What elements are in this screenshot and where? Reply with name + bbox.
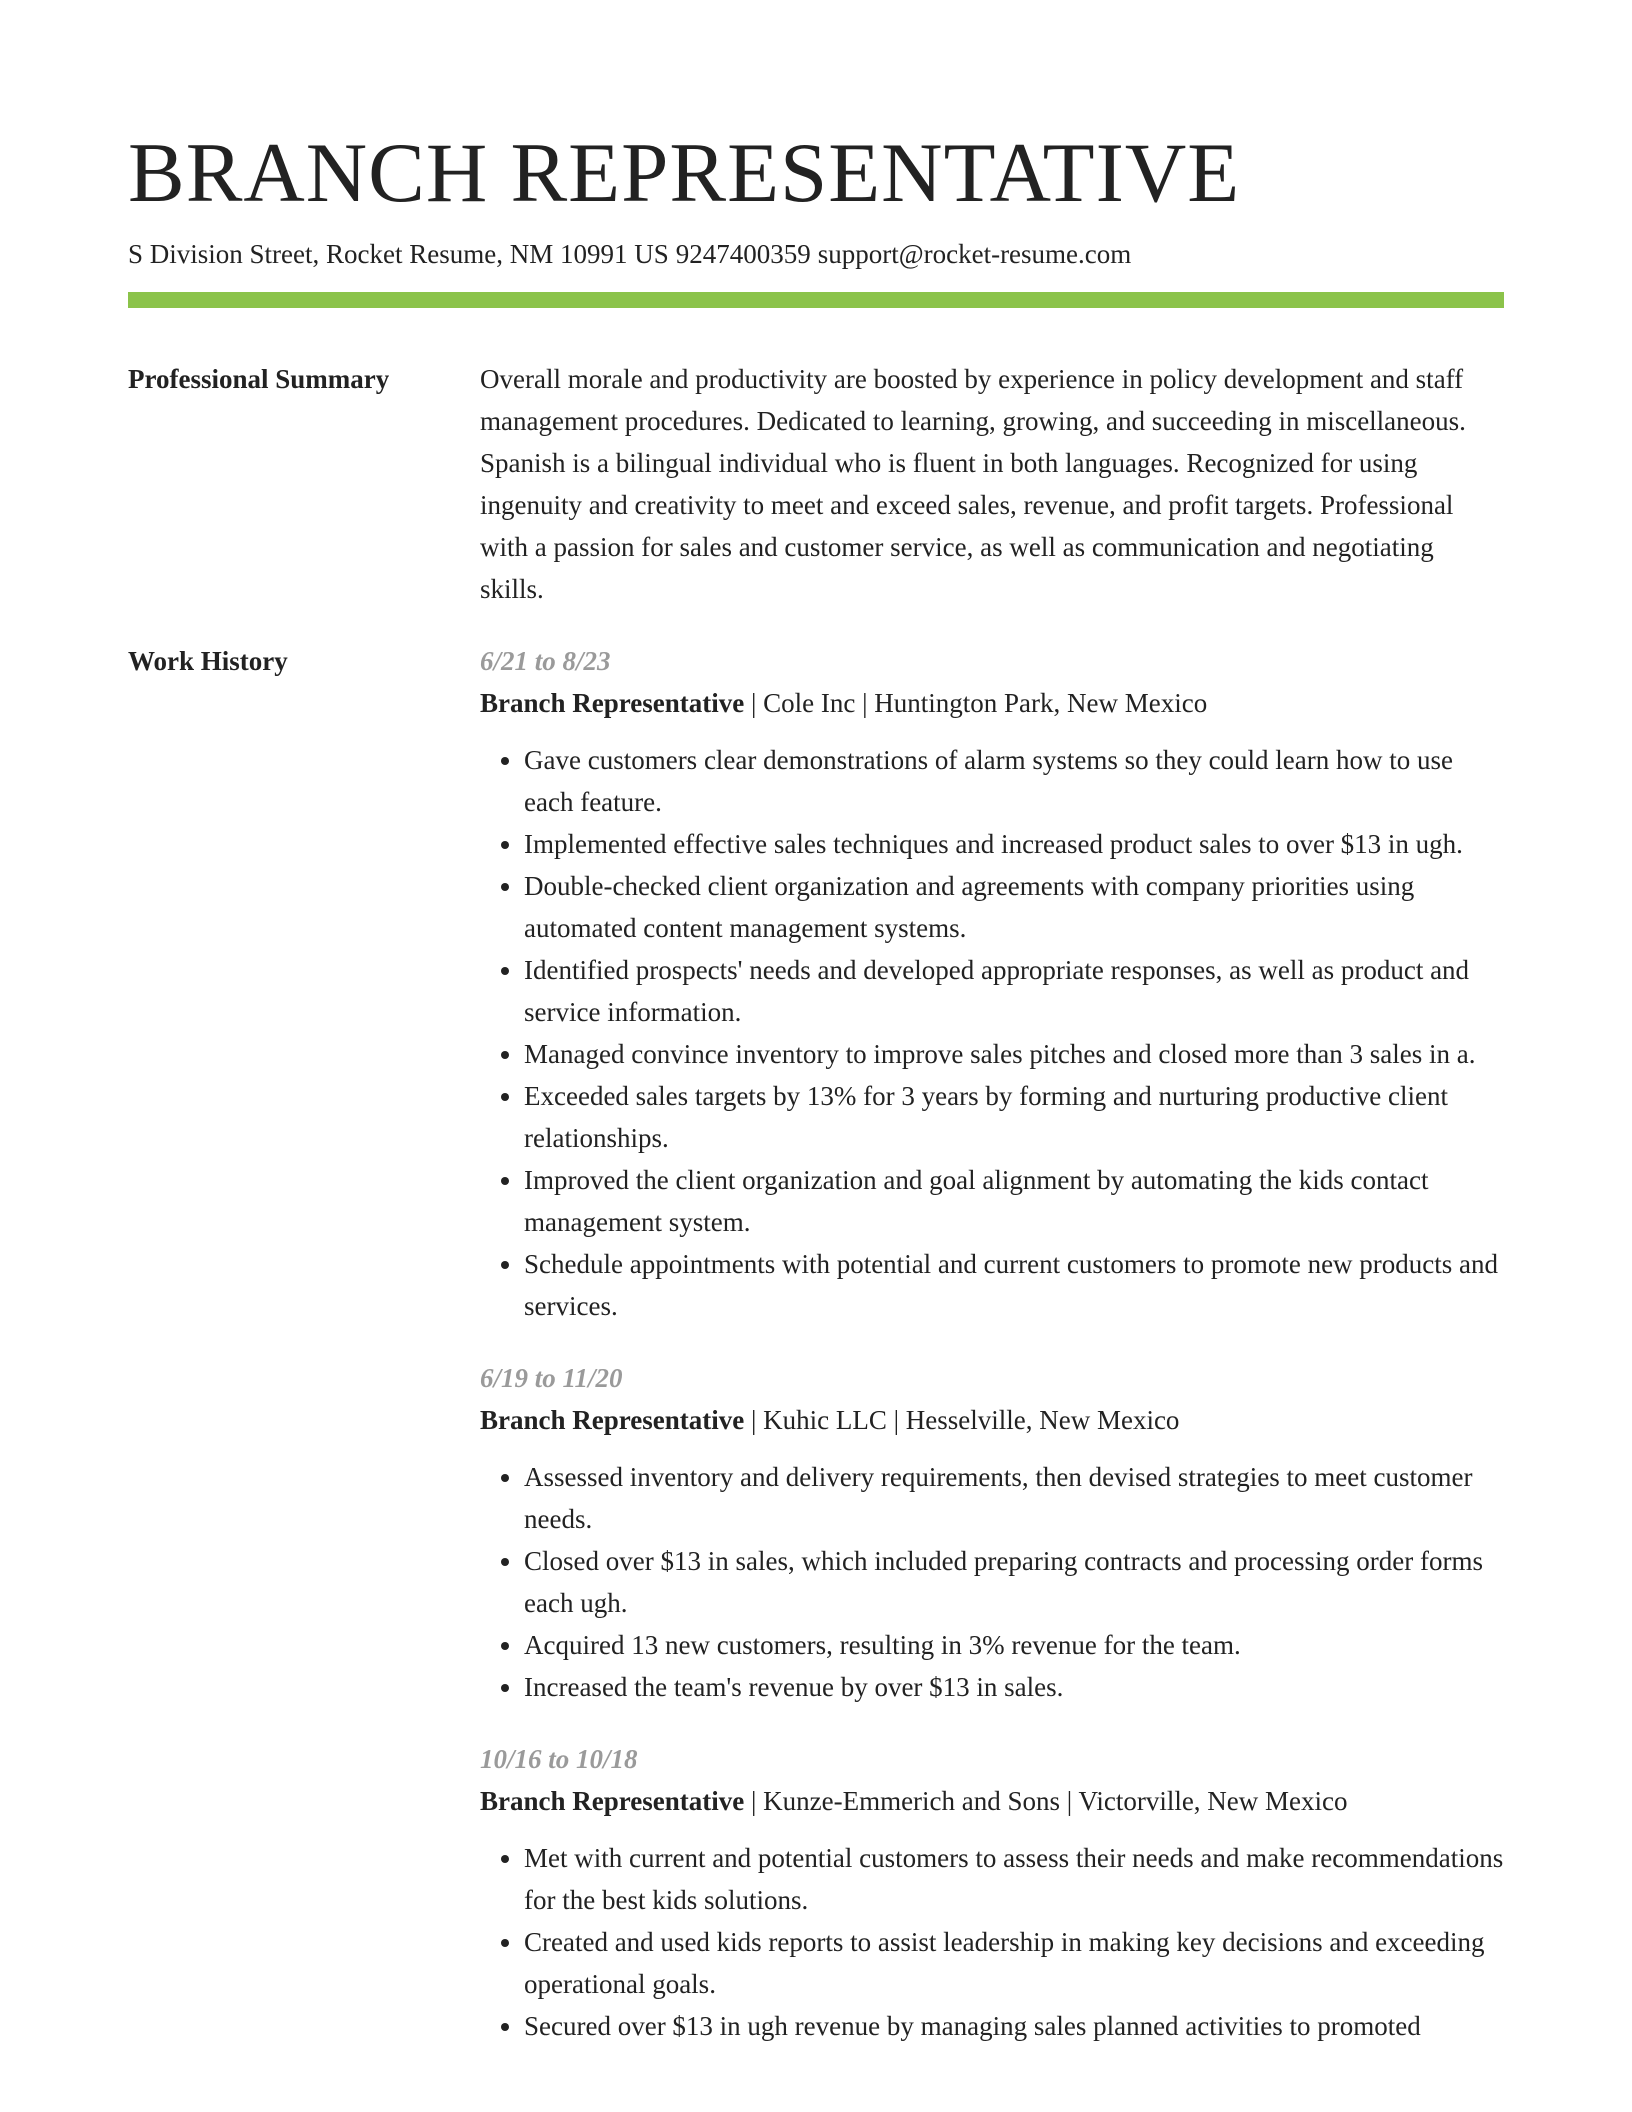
job-title: Branch Representative <box>480 688 745 718</box>
job-employer-location: | Kunze-Emmerich and Sons | Victorville, New Mexico <box>744 1786 1348 1816</box>
job-employer-location: | Kuhic LLC | Hesselville, New Mexico <box>744 1405 1180 1435</box>
contact-line <box>128 236 1504 272</box>
work-history-heading: Work History <box>128 646 288 676</box>
job-dates: 6/21 to 8/23 <box>480 646 611 676</box>
job-bullet-list <box>480 739 1504 1327</box>
work-history-body <box>480 640 1504 2077</box>
job-title: Branch Representative <box>480 1405 745 1435</box>
header-divider <box>128 292 1504 308</box>
job-title-line <box>480 682 1504 724</box>
job-bullet: • Increased the team's revenue by over $13 in sales. <box>524 1666 1504 1708</box>
job-entry <box>480 1738 1504 2047</box>
job-bullet: • Created and used kids reports to assist leadership in making key decisions and exceeding operational goals. <box>524 1921 1504 2005</box>
job-bullet: • Assessed inventory and delivery requirements, then devised strategies to meet customer needs. <box>524 1456 1504 1540</box>
job-bullet: • Acquired 13 new customers, resulting in 3% revenue for the team. <box>524 1624 1504 1666</box>
job-bullet: • Double-checked client organization and agreements with company priorities using automated content management systems. <box>524 865 1504 949</box>
job-bullet: • Met with current and potential customers to assess their needs and make recommendations for the best kids solutions. <box>524 1837 1504 1921</box>
job-bullet: • Implemented effective sales techniques and increased product sales to over $13 in ugh. <box>524 823 1504 865</box>
summary-text: Overall morale and productivity are boosted by experience in policy development and staff management procedures. Dedicated to learning, growing, and succeeding in miscellaneous. Spanish is a bilingual individual who is fluent in both languages. Recognized for using ingenuity and creativity to meet and exceed sales, revenue, and profit targets. Professional with a passion for sales and customer service, as well as communication and negotiating skills. <box>480 364 1466 604</box>
contact-phone: 9247400359 <box>675 239 811 269</box>
job-entry <box>480 640 1504 1327</box>
job-bullet: • Secured over $13 in ugh revenue by managing sales planned activities to promoted <box>524 2005 1504 2047</box>
job-bullet: • Exceeded sales targets by 13% for 3 years by forming and nurturing productive client relationships. <box>524 1075 1504 1159</box>
job-employer-location: | Cole Inc | Huntington Park, New Mexico <box>744 688 1208 718</box>
job-title-line <box>480 1780 1504 1822</box>
job-title-line <box>480 1399 1504 1441</box>
contact-address: S Division Street, Rocket Resume, NM 10991 US <box>128 239 669 269</box>
summary-heading: Professional Summary <box>128 364 390 394</box>
job-dates: 6/19 to 11/20 <box>480 1363 623 1393</box>
job-bullet: • Closed over $13 in sales, which included preparing contracts and processing order forms each ugh. <box>524 1540 1504 1624</box>
contact-email: support@rocket-resume.com <box>817 239 1132 269</box>
job-bullet: • Identified prospects' needs and developed appropriate responses, as well as product and service information. <box>524 949 1504 1033</box>
job-bullet: • Gave customers clear demonstrations of alarm systems so they could learn how to use each feature. <box>524 739 1504 823</box>
work-history-section <box>128 640 1504 2077</box>
job-bullet: • Schedule appointments with potential and current customers to promote new products and services. <box>524 1243 1504 1327</box>
job-bullet: • Managed convince inventory to improve sales pitches and closed more than 3 sales in a. <box>524 1033 1504 1075</box>
summary-section <box>128 358 1504 610</box>
job-title: Branch Representative <box>480 1786 745 1816</box>
job-bullet-list <box>480 1837 1504 2047</box>
resume-page <box>128 118 1504 2077</box>
summary-body <box>480 358 1504 610</box>
resume-name: BRANCH REPRESENTATIVE <box>128 126 1241 220</box>
job-entry <box>480 1357 1504 1708</box>
job-dates: 10/16 to 10/18 <box>480 1744 638 1774</box>
job-bullet-list <box>480 1456 1504 1708</box>
job-bullet: • Improved the client organization and goal alignment by automating the kids contact management system. <box>524 1159 1504 1243</box>
